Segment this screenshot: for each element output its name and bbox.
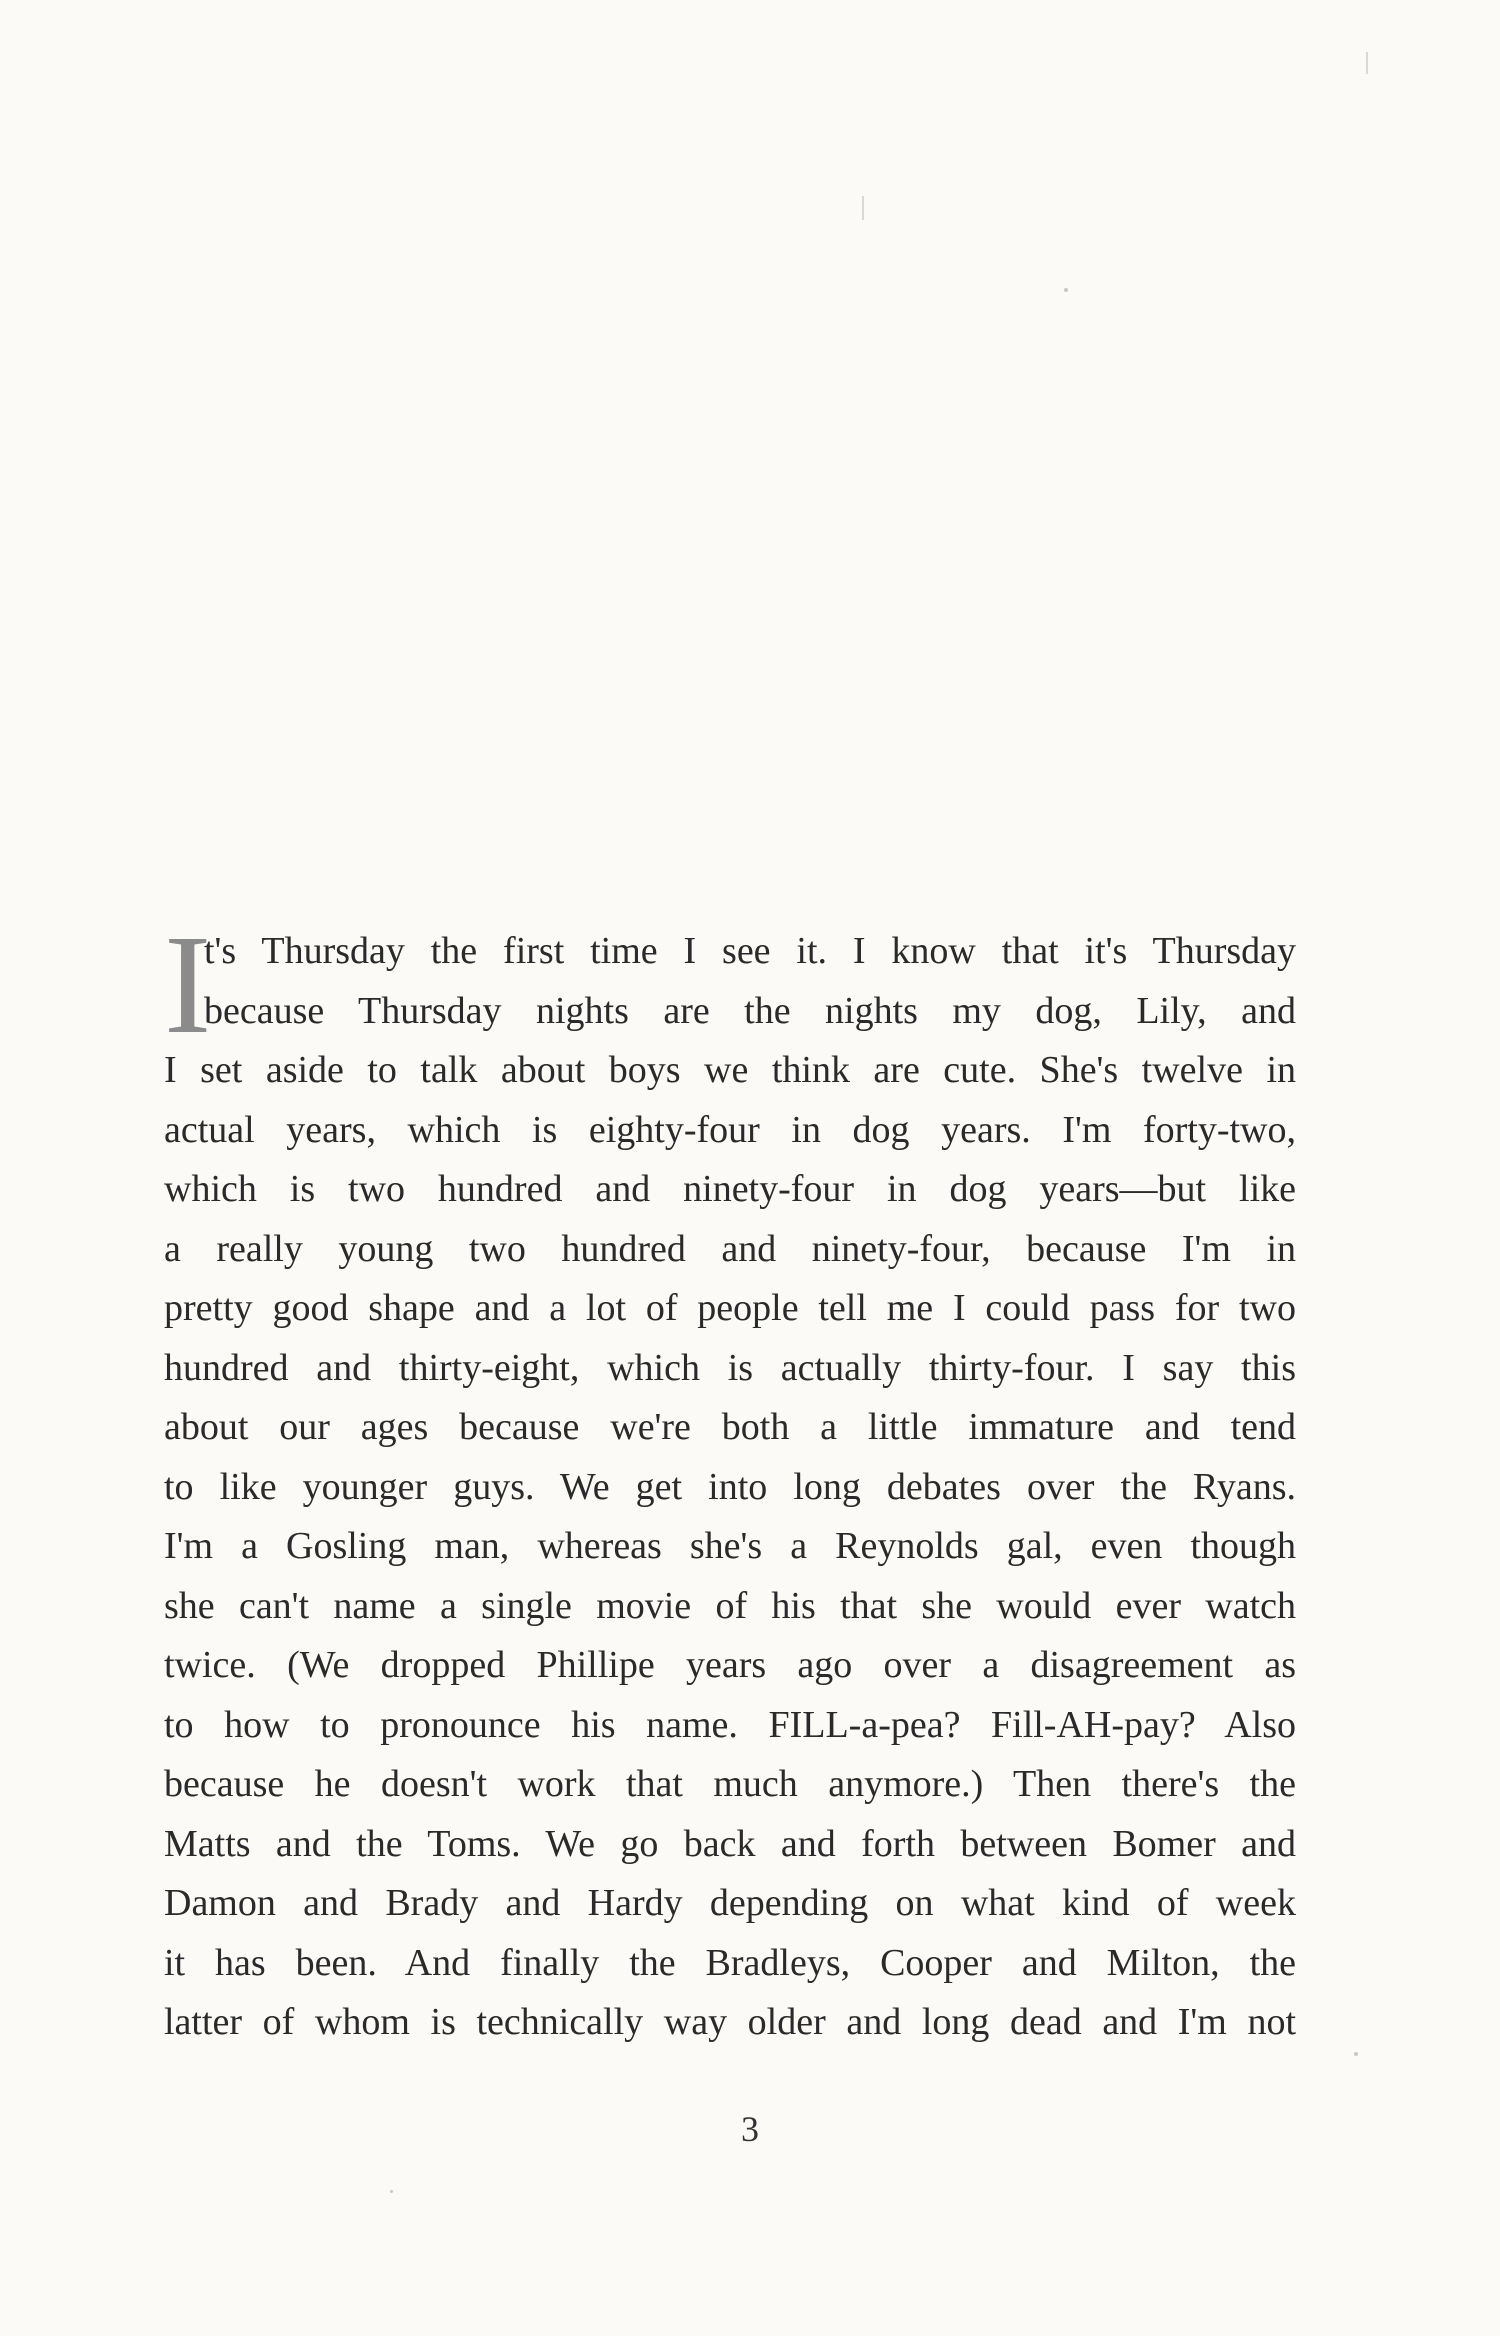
body-text: [164, 905, 1296, 2053]
text-line: actual years, which is eighty-four in dog years. I'm forty-two,: [164, 1108, 1296, 1151]
text-line: I set aside to talk about boys we think are cute. She's twelve in: [164, 1049, 1296, 1091]
scan-mark: [862, 196, 864, 220]
text-line: I'm a Gosling man, whereas she's a Reynolds gal, even though: [164, 1525, 1296, 1567]
text-line: it has been. And finally the Bradleys, Cooper and Milton, the: [164, 1941, 1296, 1984]
text-line: latter of whom is technically way older and long dead and I'm not: [164, 2001, 1296, 2043]
text-line: Damon and Brady and Hardy depending on what kind of week: [164, 1882, 1296, 1924]
text-line: twice. (We dropped Phillipe years ago over a disagreement as: [164, 1644, 1296, 1686]
scan-speck: [390, 2190, 393, 2193]
text-line: she can't name a single movie of his that she would ever watch: [164, 1584, 1296, 1627]
text-line: hundred and thirty-eight, which is actually thirty-four. I say this: [164, 1346, 1296, 1389]
scan-speck: [1354, 2052, 1358, 2056]
text-line: about our ages because we're both a little immature and tend: [164, 1406, 1296, 1448]
text-line: a really young two hundred and ninety-four, because I'm in: [164, 1227, 1296, 1270]
text-line: Matts and the Toms. We go back and forth between Bomer and: [164, 1822, 1296, 1865]
text-line: to how to pronounce his name. FILL-a-pea? Fill-AH-pay? Also: [164, 1703, 1296, 1746]
text-line: because Thursday nights are the nights my dog, Lily, and: [204, 989, 1296, 1032]
text-line: to like younger guys. We get into long debates over the Ryans.: [164, 1465, 1296, 1508]
text-line: pretty good shape and a lot of people tell me I could pass for two: [164, 1287, 1296, 1329]
page-number: 3: [741, 2109, 759, 2149]
text-line: which is two hundred and ninety-four in dog years—but like: [164, 1168, 1296, 1210]
drop-cap: I: [164, 905, 212, 1063]
text-line: because he doesn't work that much anymore.) Then there's the: [164, 1763, 1296, 1805]
scan-mark: [1366, 52, 1368, 74]
scan-speck: [1064, 288, 1068, 292]
text-line: t's Thursday the first time I see it. I know that it's Thursday: [204, 930, 1296, 972]
